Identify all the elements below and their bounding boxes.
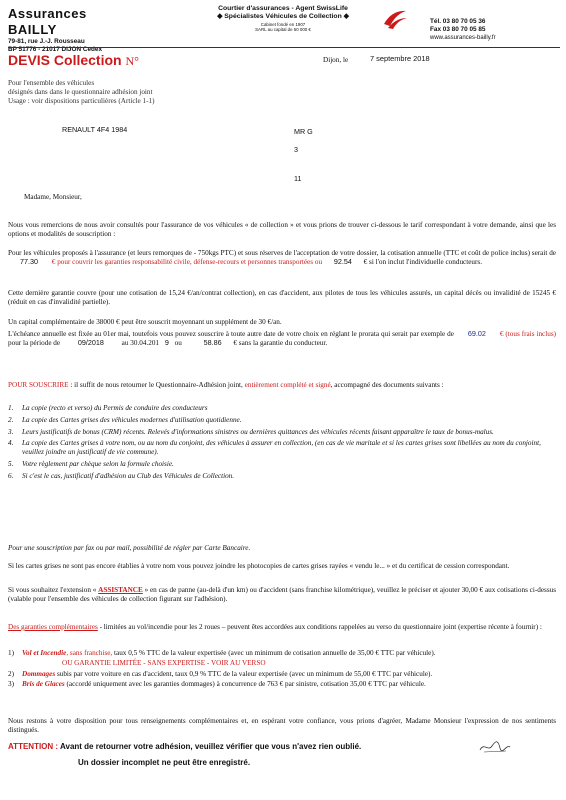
intro-line1: Pour l'ensemble des véhicules bbox=[8, 79, 95, 87]
greeting: Madame, Monsieur, bbox=[24, 193, 82, 201]
insured-value-field: 92.54 bbox=[333, 256, 352, 266]
list-item: 3) Bris de Glaces (accordé uniquement avec les garanties dommages) à concurrence de 763 € par sinistre, cotisation 35,00 € TTC par véhicule. bbox=[8, 680, 426, 689]
attention-line2: Un dossier incomplet ne peut être enregistré. bbox=[78, 758, 251, 767]
premium-field: 77.30 bbox=[20, 256, 38, 266]
tagline-line3: Cabinet fondé en 1907 bbox=[260, 21, 306, 27]
company-address-2: BP 51776 - 21017 DIJON Cedex bbox=[8, 45, 103, 53]
paragraph-assistance: Si vous souhaitez l'extension « ASSISTANCE » en cas de panne (au-delà d'un km) ou d'accident (sans franchise kilométrique), veuillez le préciser et ajouter 30,00 € aux cotisations ci-dessus (valable pour l'ensemble des véhicules de collection figurant sur l'adhésion). bbox=[8, 586, 557, 603]
list-item: 3. Leurs justificatifs de bonus (CRM) récents. Relevés d'informations sinistres ou dernières quittances des véhicules récents faisant apparaître le taux de bonus-malus. bbox=[8, 427, 494, 436]
price-without-field: 58.86 bbox=[203, 337, 222, 347]
tagline-line4: SARL au capital de 50 000 € bbox=[255, 26, 311, 32]
contact-block bbox=[430, 18, 560, 42]
swisslife-logo-icon bbox=[382, 8, 408, 30]
paragraph-complementary: Des garanties complémentaires - limitées au vol/incendie pour les 2 roues – peuvent êtes accordées aux conditions rappelées au verso du questionnaire joint (expertise récente à fournir) : bbox=[8, 623, 542, 631]
end-digit-field: 9 bbox=[164, 337, 169, 347]
paragraph-prorata: L'échéance annuelle est fixée au 01er mai, toutefois vous pouvez souscrire à toute autre date de votre choix en réglant le prorata qui serait par exemple de 69.02 € (tous frais inclus) pour la période de 09/2018 au 30.04.201 9 ou 58.86 € sans la garantie du conducteur. bbox=[8, 329, 557, 347]
attention-line: ATTENTION : Avant de retourner votre adhésion, veuillez vérifier que vous n'avez rien oublié. bbox=[8, 742, 362, 751]
company-address-1: 79-81, rue J.-J. Rousseau bbox=[8, 37, 85, 45]
tagline-line1: Courtier d'assurances - Agent SwissLife bbox=[218, 5, 348, 12]
paragraph-thanks: Nous vous remercions de nous avoir consultés pour l'assurance de vos véhicules « de collection » et vous prions de trouver ci-dessous le tarif correspondant à votre demande, ainsi que les options et modalités de souscription : bbox=[8, 221, 556, 238]
list-item: 5. Votre règlement par chèque selon la formule choisie. bbox=[8, 459, 174, 468]
tagline-line2: ◆ Spécialistes Véhicules de Collection ◆ bbox=[217, 13, 349, 21]
list-item: 4. La copie des Cartes grises à votre nom, ou au nom du conjoint, des véhicules à assurer en collection, (en cas de vie maritale et si les cartes grises sont libellées au nom du conjoint, veuillez joindre un justificatif de vie commune). bbox=[8, 439, 541, 457]
website-link[interactable]: www.assurances-bailly.fr bbox=[430, 34, 496, 41]
paragraph-premium: Pour les véhicules proposés à l'assurance (et leurs remorques de - 750kgs PTC) et sous réserves de l'acceptation de votre dossier, la cotisation annuelle (TTC et coût de police inclus) serait de 77.30 € pour couvrir les garanties responsabilité civile, défense-recours et personnes transportées ou 92.54 € si l'on inclut l'individuelle conducteurs. bbox=[8, 249, 556, 266]
number2-field: 11 bbox=[294, 174, 302, 183]
date-label: Dijon, le bbox=[323, 56, 349, 64]
signature-icon bbox=[478, 738, 512, 754]
paragraph-fax: Pour une souscription par fax ou par mail, possibilité de régler par Carte Bancaire. bbox=[8, 544, 251, 552]
number1-field: 3 bbox=[294, 145, 298, 154]
paragraph-registration: Si les cartes grises ne sont pas encore établies à votre nom vous pouvez joindre les photocopies de cartes grises rayées « vendu le... » et du certificat de cession correspondant. bbox=[8, 562, 510, 570]
list-item: 6. Si c'est le cas, justificatif d'adhésion au Club des Véhicules de Collection. bbox=[8, 471, 235, 480]
list-item: 1. La copie (recto et verso) du Permis de conduire des conducteurs bbox=[8, 404, 208, 412]
list-item: 2. La copie des Cartes grises des véhicules modernes d'utilisation quotidienne. bbox=[8, 415, 242, 424]
paragraph-extra-capital: Un capital complémentaire de 38000 € peut être souscrit moyennant un supplément de 30 €/an. bbox=[8, 318, 282, 326]
vehicle-field: RENAULT 4F4 1984 bbox=[62, 125, 128, 134]
company-tagline bbox=[173, 5, 393, 32]
coverage-list bbox=[8, 649, 556, 691]
intro-block bbox=[8, 79, 308, 105]
list-item: 1) Vol et Incendie, sans franchise, taux 0,5 % TTC de la valeur expertisée (avec un minimum de cotisation annuelle de 35,00 € TTC par véhicule). OU GARANTIE LIMITÉE - SANS EXPERTISE - VOIR AU VERSO bbox=[8, 649, 436, 667]
phone-number: Tél. 03 80 70 05 36 bbox=[430, 18, 486, 25]
document-title: DEVIS Collection N° bbox=[8, 52, 139, 68]
documents-list bbox=[8, 404, 556, 483]
annual-price-field: 69.02 bbox=[467, 329, 486, 338]
intro-line2: désignés dans dans le questionnaire adhésion joint bbox=[8, 87, 153, 96]
paragraph-driver-cover: Cette dernière garantie couvre (pour une cotisation de 15,24 €/an/contrat collection), en cas d'accident, aux pilotes de tous les véhicules assurés, un capital décès ou invalidité de 15245 € (réduit en cas d'invalidité partielle). bbox=[8, 289, 556, 306]
fax-number: Fax 03 80 70 05 85 bbox=[430, 26, 486, 34]
company-brand: Assurances BAILLY bbox=[8, 6, 87, 37]
list-item: 2) Dommages subis par votre voiture en cas d'accident, taux 0,9 % TTC de la valeur expertisée (avec un minimum de 55,00 € TTC par véhicule). bbox=[8, 669, 433, 678]
paragraph-closing: Nous restons à votre disposition pour tous renseignements complémentaires et, en espérant votre confiance, vous prions d'agréer, Madame Monsieur l'expression de nos sentiments distingués. bbox=[8, 717, 556, 734]
client-field: MR G bbox=[294, 127, 313, 136]
header-divider bbox=[8, 47, 560, 48]
intro-line3: Usage : voir dispositions particulières (Article 1-1) bbox=[8, 96, 155, 105]
start-date-field: 09/2018 bbox=[77, 337, 104, 347]
date-value: 7 septembre 2018 bbox=[370, 54, 430, 63]
paragraph-subscribe: POUR SOUSCRIRE : il suffit de nous retourner le Questionnaire-Adhésion joint, entièrement complété et signé, accompagné des documents suivants : bbox=[8, 381, 444, 389]
